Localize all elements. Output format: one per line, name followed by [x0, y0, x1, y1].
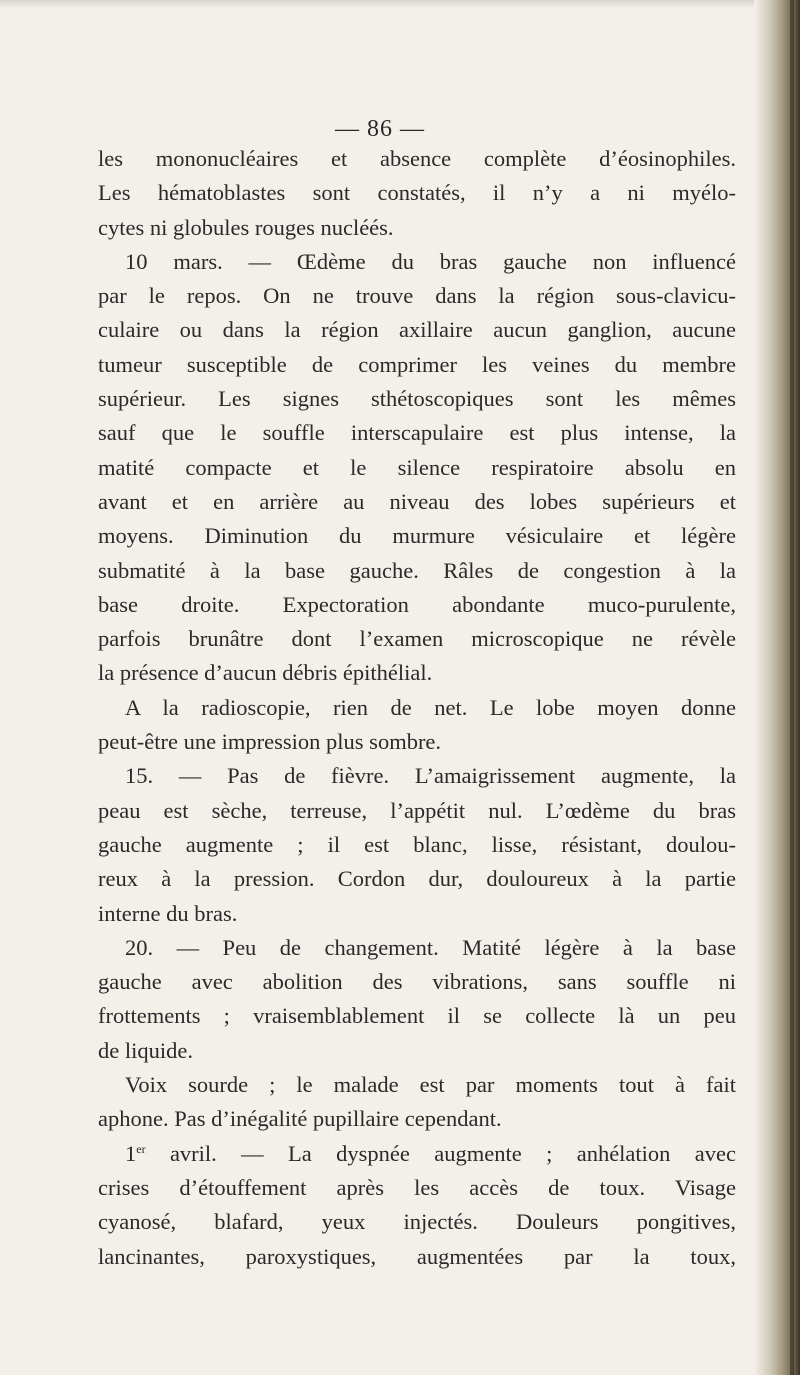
binding-edge	[754, 0, 800, 1375]
page-top-shadow	[0, 0, 800, 8]
text-line: sauf que le souffle interscapulaire est plus intense, la	[98, 420, 736, 446]
text-line: submatité à la base gauche. Râles de congestion à la	[98, 557, 736, 583]
text-line: 1er avril. — La dyspnée augmente ; anhélation avec	[125, 1140, 736, 1166]
text-line: avant et en arrière au niveau des lobes supérieurs et	[98, 488, 736, 514]
text-line: culaire ou dans la région axillaire aucun ganglion, aucune	[98, 317, 736, 343]
text-line: parfois brunâtre dont l’examen microscopique ne révèle	[98, 626, 736, 652]
text-line: crises d’étouffement après les accès de toux. Visage	[98, 1174, 736, 1200]
text-line: matité compacte et le silence respiratoire absolu en	[98, 454, 736, 480]
body-text	[98, 142, 736, 1274]
text-line: frottements ; vraisemblablement il se collecte là un peu	[98, 1003, 736, 1029]
text-line: aphone. Pas d’inégalité pupillaire cependant.	[98, 1106, 502, 1132]
text-line: cyanosé, blafard, yeux injectés. Douleurs pongitives,	[98, 1209, 736, 1235]
text-line: 20. — Peu de changement. Matité légère à la base	[125, 934, 736, 960]
page-number: — 86 —	[335, 116, 425, 142]
text-line: interne du bras.	[98, 900, 238, 926]
binding-edge-line	[790, 0, 794, 1375]
text-line: peau est sèche, terreuse, l’appétit nul. L’œdème du bras	[98, 797, 736, 823]
text-line: par le repos. On ne trouve dans la région sous-clavicu-	[98, 283, 736, 309]
text-line: moyens. Diminution du murmure vésiculaire et légère	[98, 523, 736, 549]
text-line: de liquide.	[98, 1037, 193, 1063]
text-line: 10 mars. — Œdème du bras gauche non influencé	[125, 248, 736, 274]
text-line: 15. — Pas de fièvre. L’amaigrissement augmente, la	[125, 763, 736, 789]
text-line: lancinantes, paroxystiques, augmentées par la toux,	[98, 1243, 736, 1269]
text-line: les mononucléaires et absence complète d’éosinophiles.	[98, 146, 736, 171]
text-line: A la radioscopie, rien de net. Le lobe moyen donne	[125, 694, 736, 720]
text-line: base droite. Expectoration abondante muco-purulente,	[98, 591, 736, 617]
text-line: reux à la pression. Cordon dur, douloureux à la partie	[98, 866, 736, 892]
text-line: gauche augmente ; il est blanc, lisse, résistant, doulou-	[98, 831, 736, 857]
text-line: la présence d’aucun débris épithélial.	[98, 660, 433, 686]
text-line: peut-être une impression plus sombre.	[98, 729, 442, 755]
text-line: supérieur. Les signes sthétoscopiques sont les mêmes	[98, 386, 736, 412]
text-line: gauche avec abolition des vibrations, sans souffle ni	[98, 969, 736, 995]
text-line: tumeur susceptible de comprimer les veines du membre	[98, 351, 736, 377]
text-line: Les hématoblastes sont constatés, il n’y a ni myélo-	[98, 180, 736, 206]
text-line: Voix sourde ; le malade est par moments tout à fait	[125, 1072, 736, 1098]
text-line: cytes ni globules rouges nucléés.	[98, 214, 394, 240]
